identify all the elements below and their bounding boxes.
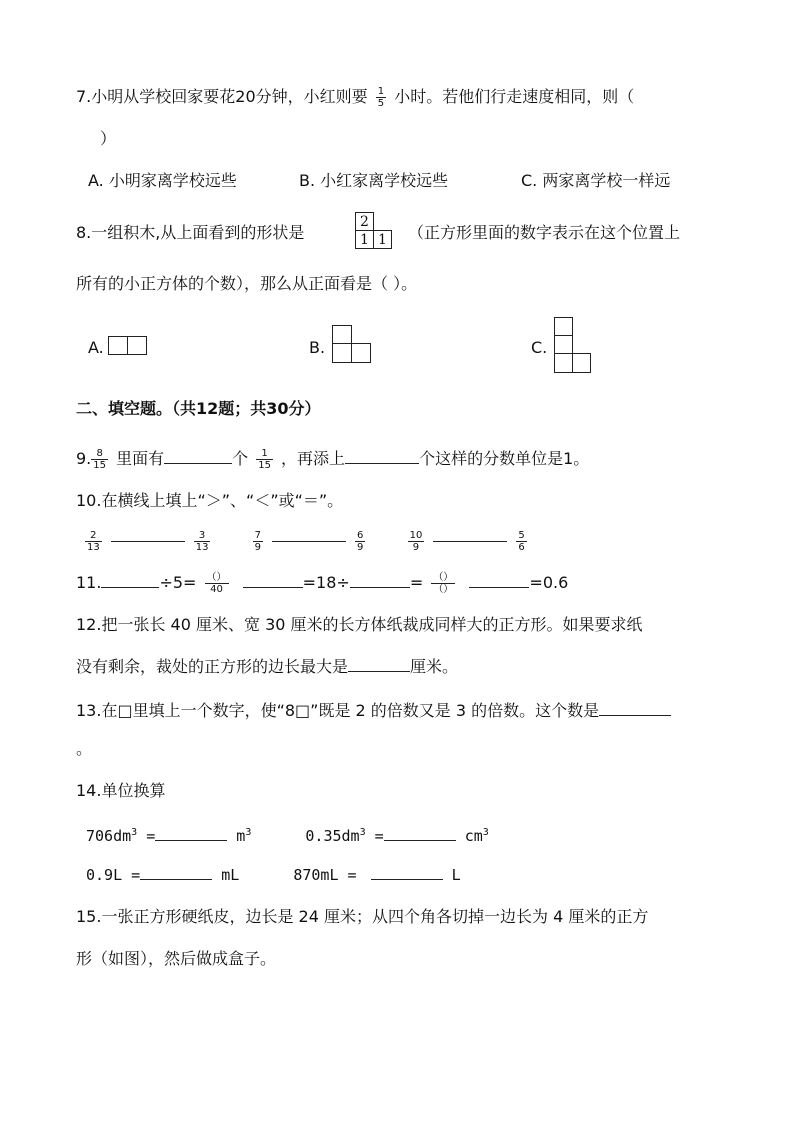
top-view-cell: 1 xyxy=(355,230,374,249)
figure-square xyxy=(127,336,147,355)
q7-option-c: C. 两家离学校一样远 xyxy=(521,171,671,190)
q7-fraction: $\frac{1}{5}$ xyxy=(377,86,385,109)
q11-stem: 11. ÷5= $\frac{()}{40}$ =18÷ = $\frac{()}{()}$ =0.6 xyxy=(76,572,569,595)
q10-stem: 10.在横线上填上“＞”、“＜”或“＝”。 xyxy=(76,491,344,510)
q10-blank-2[interactable] xyxy=(272,541,346,542)
q14-blank-1[interactable] xyxy=(155,826,227,841)
q15-line2: 形（如图），然后做成盒子。 xyxy=(76,949,277,968)
q10-frac: $\frac{2}{13}$ xyxy=(87,530,100,553)
q12-blank[interactable] xyxy=(348,657,410,672)
q10-frac: $\frac{6}{9}$ xyxy=(357,530,364,553)
q14-title: 14.单位换算 xyxy=(76,781,166,800)
figure-square xyxy=(332,343,352,363)
figure-square xyxy=(554,353,573,373)
q8-stem-suffix: （正方形里面的数字表示在这个位置上 xyxy=(408,223,681,242)
q8-option-a-figure xyxy=(108,336,148,356)
q14-row-1: $706dm^3 = m^3$ $0.35dm^3 = cm^3$ xyxy=(86,827,489,845)
q10-blank-3[interactable] xyxy=(433,541,507,542)
figure-square xyxy=(554,335,573,354)
q9-blank-2[interactable] xyxy=(345,449,419,464)
q8-option-b-figure xyxy=(332,325,372,365)
q7-stem: 7.小明从学校回家要花20分钟，小红则要 $\frac{1}{5}$ 小时。若他们行走速度相同，则（ xyxy=(76,86,635,109)
q11-blank-1[interactable] xyxy=(101,573,159,588)
q10-frac: $\frac{5}{6}$ xyxy=(518,530,525,553)
q14-blank-4[interactable] xyxy=(371,865,443,880)
q7-answer-paren: ） xyxy=(100,129,117,148)
q8-stem-prefix: 8.一组积木,从上面看到的形状是 xyxy=(76,223,305,242)
q14-row-2: 0.9L = mL 870mL = L xyxy=(86,866,461,884)
figure-square xyxy=(554,317,573,336)
q12-line1: 12.把一张长 40 厘米、宽 30 厘米的长方体纸裁成同样大的正方形。如果要求纸 xyxy=(76,615,643,634)
figure-square xyxy=(572,353,591,373)
figure-square xyxy=(351,343,371,363)
q8-option-c-figure xyxy=(554,317,594,375)
q9-fraction-1: $\frac{8}{15}$ xyxy=(93,448,106,471)
top-view-cell: 1 xyxy=(373,230,392,249)
q13-line2: 。 xyxy=(76,739,93,758)
q7-option-b: B. 小红家离学校远些 xyxy=(299,171,449,190)
q7-option-a: A. 小明家离学校远些 xyxy=(88,171,237,190)
q11-fraction-1: $\frac{()}{40}$ xyxy=(206,572,227,595)
q12-line2: 没有剩余，裁处的正方形的边长最大是 厘米。 xyxy=(76,657,459,676)
q13-line1: 13.在□里填上一个数字，使“8□”既是 2 的倍数又是 3 的倍数。这个数是 xyxy=(76,700,671,722)
q8-option-a: A. xyxy=(88,338,104,357)
q8-top-view xyxy=(355,212,395,250)
figure-square xyxy=(332,325,352,344)
q11-blank-3[interactable] xyxy=(350,573,410,588)
q10-frac: $\frac{7}{9}$ xyxy=(254,530,262,553)
q10-compare-row xyxy=(82,526,530,556)
q11-fraction-2: $\frac{()}{()}$ xyxy=(433,572,454,595)
q8-option-b: B. xyxy=(309,338,326,357)
section-heading: 二、填空题。（共12题；共30分） xyxy=(76,399,321,418)
top-view-cell: 2 xyxy=(355,212,374,231)
q9-blank-1[interactable] xyxy=(164,449,232,464)
figure-square xyxy=(108,336,128,355)
q14-blank-2[interactable] xyxy=(384,826,456,841)
q11-blank-4[interactable] xyxy=(469,573,529,588)
q8-option-c: C. xyxy=(531,338,548,357)
q15-line1: 15.一张正方形硬纸皮，边长是 24 厘米；从四个角各切掉一边长为 4 厘米的正方 xyxy=(76,907,649,926)
q10-frac: $\frac{10}{9}$ xyxy=(409,530,423,553)
q10-blank-1[interactable] xyxy=(111,541,185,542)
q14-blank-3[interactable] xyxy=(140,865,212,880)
q9-stem: 9. $\frac{8}{15}$ 里面有 个 $\frac{1}{15}$ ，再添上 个这样的分数单位是1。 xyxy=(76,448,590,471)
q8-stem-line2: 所有的小正方体的个数），那么从正面看是（ ）。 xyxy=(76,274,418,293)
q11-blank-2[interactable] xyxy=(243,573,303,588)
q10-frac: $\frac{3}{13}$ xyxy=(195,530,209,553)
q9-fraction-2: $\frac{1}{15}$ xyxy=(258,448,271,471)
q13-blank[interactable] xyxy=(599,701,671,716)
